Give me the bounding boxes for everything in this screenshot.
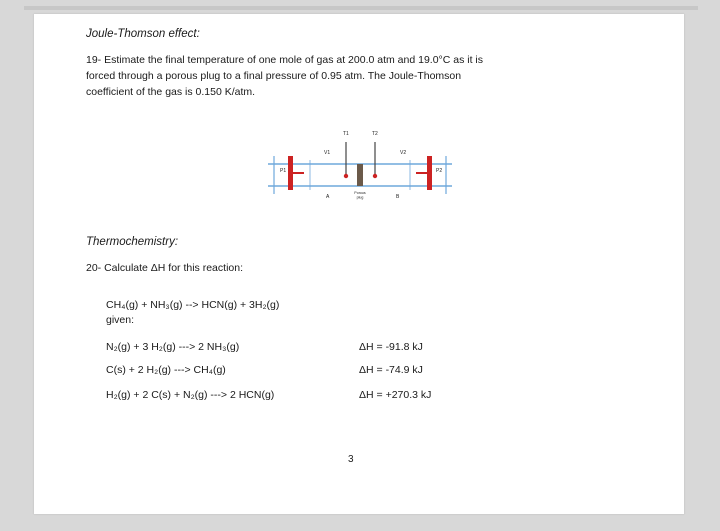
problem-20-text: 20- Calculate ΔH for this reaction: <box>86 262 243 274</box>
diagram-label-v1: V1 <box>324 150 331 156</box>
left-piston <box>288 156 293 190</box>
diagram-label-v2: V2 <box>400 150 407 156</box>
top-bar <box>24 6 698 10</box>
given-reaction-1-dh: ΔH = -91.8 kJ <box>359 341 423 353</box>
given-reaction-2: C(s) + 2 H₂(g) ---> CH₄(g) <box>106 364 226 376</box>
diagram-label-p2: P2 <box>436 168 443 174</box>
problem-19-line-1: 19- Estimate the final temperature of one mole of gas at 200.0 atm and 19.0°C as it is <box>86 54 484 66</box>
diagram-label-plug-1: Porous <box>354 191 366 195</box>
given-label: given: <box>106 314 135 326</box>
right-piston <box>427 156 432 190</box>
diagram-label-b: B <box>396 194 400 200</box>
diagram-label-plug-2: plug <box>356 195 364 200</box>
thermometer-2-bulb <box>373 174 377 178</box>
diagram-label-p1: P1 <box>280 168 287 174</box>
diagram-label-a: A <box>326 194 330 200</box>
given-reaction-1: N₂(g) + 3 H₂(g) ---> 2 NH₃(g) <box>106 341 240 353</box>
given-reaction-3-dh: ΔH = +270.3 kJ <box>359 389 432 401</box>
diagram-label-t1: T1 <box>343 131 349 137</box>
page-number: 3 <box>348 454 354 465</box>
problem-19-line-2: forced through a porous plug to a final pressure of 0.95 atm. The Joule-Thomson <box>86 70 462 82</box>
section-heading-joule-thomson: Joule-Thomson effect: <box>86 28 200 40</box>
porous-plug <box>357 164 363 186</box>
diagram-label-t2: T2 <box>372 131 378 137</box>
given-reaction-3: H₂(g) + 2 C(s) + N₂(g) ---> 2 HCN(g) <box>106 389 275 401</box>
problem-19-line-3: coefficient of the gas is 0.150 K/atm. <box>86 86 256 98</box>
target-reaction: CH₄(g) + NH₃(g) --> HCN(g) + 3H₂(g) <box>106 299 280 311</box>
joule-thomson-diagram <box>260 126 460 214</box>
document-page <box>34 14 684 514</box>
section-heading-thermochemistry: Thermochemistry: <box>86 236 179 248</box>
thermometer-1-bulb <box>344 174 348 178</box>
given-reaction-2-dh: ΔH = -74.9 kJ <box>359 364 423 376</box>
